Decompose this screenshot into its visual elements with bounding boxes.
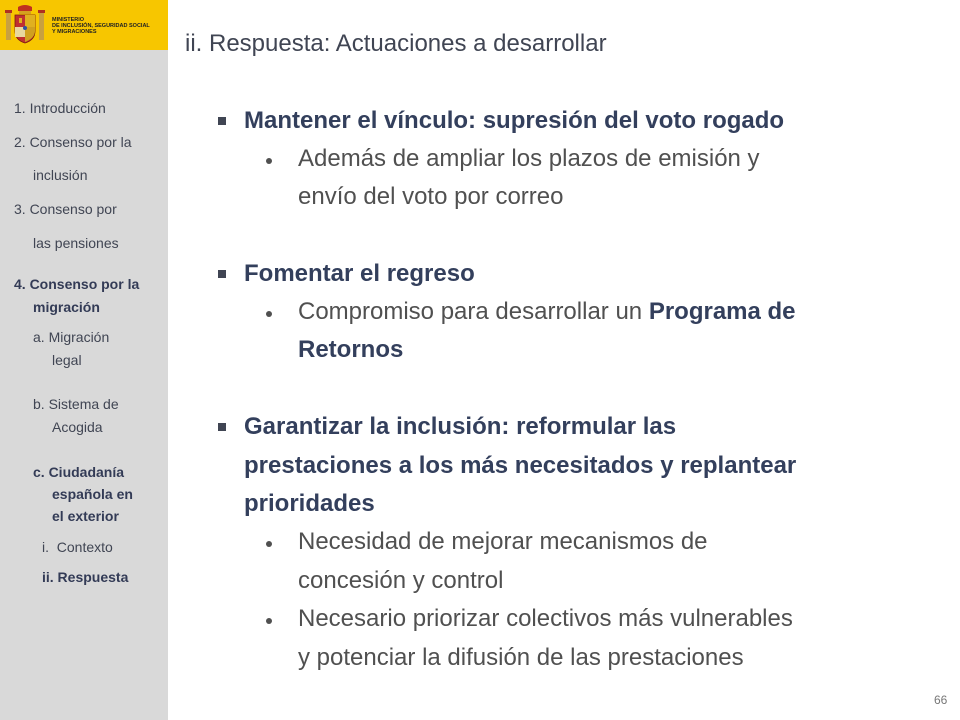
sub-bullet-plazos: Además de ampliar los plazos de emisión y xyxy=(298,145,760,172)
nav-item-consenso-inclusion-cont[interactable]: inclusión xyxy=(33,167,88,183)
slide-title: ii. Respuesta: Actuaciones a desarrollar xyxy=(185,30,607,57)
nav-subitem-ciudadania-cont2[interactable]: el exterior xyxy=(52,508,119,524)
sub-bullet-plazos-cont: envío del voto por correo xyxy=(298,183,564,210)
nav-subitem-ciudadania-cont[interactable]: española en xyxy=(52,486,133,502)
sub-bullet-mecanismos-cont: concesión y control xyxy=(298,567,504,594)
nav-item-consenso-migracion-cont[interactable]: migración xyxy=(33,299,100,315)
nav-subitem-sistema-acogida-cont[interactable]: Acogida xyxy=(52,419,103,435)
nav-item-introduccion[interactable]: 1. Introducción xyxy=(14,100,106,116)
bullet-fomentar-regreso: Fomentar el regreso xyxy=(244,260,475,287)
square-bullet-icon xyxy=(218,270,226,278)
bullet-garantizar-inclusion-cont: prestaciones a los más necesitados y replantear xyxy=(244,452,797,479)
sub-bullet-programa-retornos-cont: Retornos xyxy=(298,336,404,363)
sub-bullet-programa-retornos: Compromiso para desarrollar un Programa de xyxy=(298,298,796,325)
nav-item-consenso-pensiones[interactable]: 3. Consenso por xyxy=(14,201,117,217)
ministry-logo xyxy=(0,0,168,50)
nav-item-consenso-inclusion[interactable]: 2. Consenso por la xyxy=(14,134,132,150)
nav-subitem-migracion-legal[interactable]: a. Migración xyxy=(33,329,110,345)
square-bullet-icon xyxy=(218,423,226,431)
sub-bullet-mecanismos: Necesidad de mejorar mecanismos de xyxy=(298,528,708,555)
spain-coat-of-arms-icon xyxy=(5,4,45,46)
bullet-voto-rogado: Mantener el vínculo: supresión del voto rogado xyxy=(244,107,785,134)
nav-item-consenso-pensiones-cont[interactable]: las pensiones xyxy=(33,235,119,251)
nav-subitem-sistema-acogida[interactable]: b. Sistema de xyxy=(33,396,119,412)
dot-bullet-icon xyxy=(266,618,272,624)
nav-subitem-ciudadania[interactable]: c. Ciudadanía xyxy=(33,464,125,480)
dot-bullet-icon xyxy=(266,158,272,164)
bullet-garantizar-inclusion: Garantizar la inclusión: reformular las xyxy=(244,413,677,440)
dot-bullet-icon xyxy=(266,311,272,317)
page-number: 66 xyxy=(934,693,948,707)
sub-bullet-colectivos-cont: y potenciar la difusión de las prestaciones xyxy=(298,644,744,671)
nav-item-consenso-migracion[interactable]: 4. Consenso por la xyxy=(14,276,140,292)
sidebar xyxy=(0,0,168,720)
nav-subitem-respuesta[interactable]: ii. Respuesta xyxy=(42,569,129,585)
square-bullet-icon xyxy=(218,117,226,125)
bullet-garantizar-inclusion-cont2: prioridades xyxy=(244,490,375,517)
nav-subitem-contexto[interactable]: i. Contexto xyxy=(42,539,113,555)
nav-subitem-migracion-legal-cont[interactable]: legal xyxy=(52,352,82,368)
sub-bullet-colectivos: Necesario priorizar colectivos más vulnerables xyxy=(298,605,793,632)
ministry-name: MINISTERIO DE INCLUSIÓN, SEGURIDAD SOCIAL Y MIGRACIONES xyxy=(52,17,150,35)
dot-bullet-icon xyxy=(266,541,272,547)
